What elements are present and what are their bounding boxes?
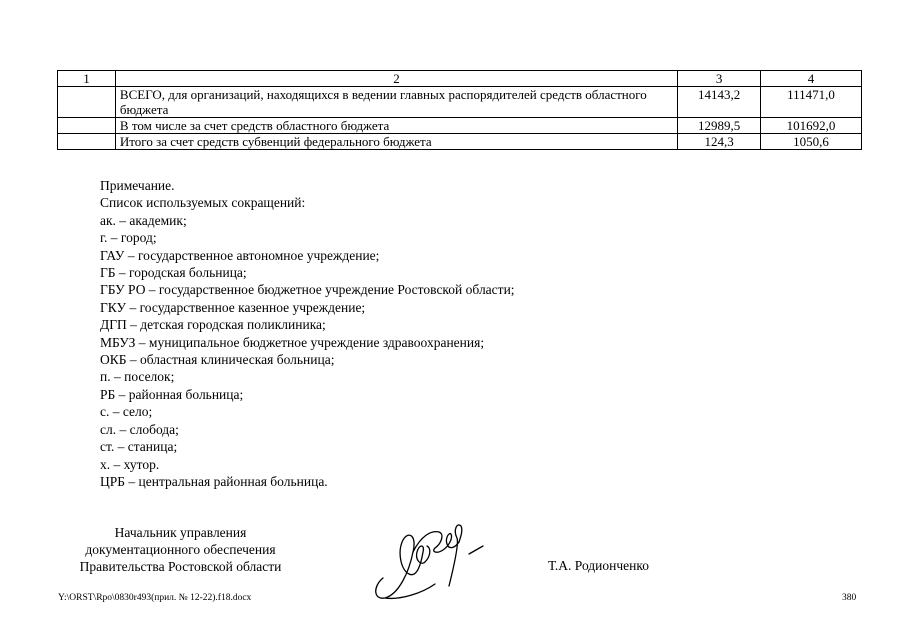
abbreviation-item: ОКБ – областная клиническая больница; xyxy=(100,352,335,368)
row-description: ВСЕГО, для организаций, находящихся в ведении главных распорядителей средств областного бюджета xyxy=(115,87,677,118)
file-path: Y:\ORST\Rpo\0830r493(прил. № 12-22).f18.docx xyxy=(58,593,252,603)
row-description: В том числе за счет средств областного бюджета xyxy=(115,118,677,134)
abbreviation-item: МБУЗ – муниципальное бюджетное учреждение здравоохранения; xyxy=(100,334,485,350)
table-row xyxy=(58,87,862,118)
row-value-col4: 1050,6 xyxy=(761,134,862,150)
header-cell-4: 4 xyxy=(761,71,862,87)
table-row xyxy=(58,118,862,134)
header-cell-2: 2 xyxy=(115,71,677,87)
page-number: 380 xyxy=(842,593,857,603)
budget-table xyxy=(57,70,862,150)
abbreviation-item: ГКУ – государственное казенное учреждение; xyxy=(100,299,366,315)
abbreviation-item: г. – город; xyxy=(100,230,157,246)
row-cell-1 xyxy=(58,87,116,118)
position-line: Правительства Ростовской области xyxy=(79,559,282,574)
table-header-row xyxy=(58,71,862,87)
signatory-position xyxy=(58,524,303,575)
signatory-name: Т.А. Родионченко xyxy=(548,558,649,573)
abbreviation-item: х. – хутор. xyxy=(100,456,160,472)
handwritten-signature xyxy=(365,508,495,608)
abbreviation-item: ГБ – городская больница; xyxy=(100,265,247,281)
row-value-col3: 124,3 xyxy=(678,134,761,150)
position-line: документационного обеспечения xyxy=(85,542,276,557)
abbreviation-item: ГБУ РО – государственное бюджетное учреждение Ростовской области; xyxy=(100,282,515,298)
header-cell-1: 1 xyxy=(58,71,116,87)
abbreviation-item: ГАУ – государственное автономное учреждение; xyxy=(100,247,380,263)
position-line: Начальник управления xyxy=(114,525,247,540)
abbreviation-item: п. – поселок; xyxy=(100,369,175,385)
note-subtitle: Список используемых сокращений: xyxy=(100,195,306,211)
abbreviation-item: с. – село; xyxy=(100,404,153,420)
header-cell-3: 3 xyxy=(678,71,761,87)
abbreviation-item: ЦРБ – центральная районная больница. xyxy=(100,473,328,489)
abbreviation-item: сл. – слобода; xyxy=(100,421,179,437)
row-value-col4: 101692,0 xyxy=(761,118,862,134)
note-title: Примечание. xyxy=(100,178,175,193)
abbreviation-item: ак. – академик; xyxy=(100,212,187,228)
table-row xyxy=(58,134,862,150)
row-cell-1 xyxy=(58,134,116,150)
row-value-col4: 111471,0 xyxy=(761,87,862,118)
abbreviation-item: РБ – районная больница; xyxy=(100,386,244,402)
abbreviation-item: ДГП – детская городская поликлиника; xyxy=(100,317,326,333)
abbreviation-item: ст. – станица; xyxy=(100,439,178,455)
row-value-col3: 12989,5 xyxy=(678,118,761,134)
abbreviations-note xyxy=(100,177,515,490)
row-value-col3: 14143,2 xyxy=(678,87,761,118)
row-description: Итого за счет средств субвенций федерального бюджета xyxy=(115,134,677,150)
row-cell-1 xyxy=(58,118,116,134)
